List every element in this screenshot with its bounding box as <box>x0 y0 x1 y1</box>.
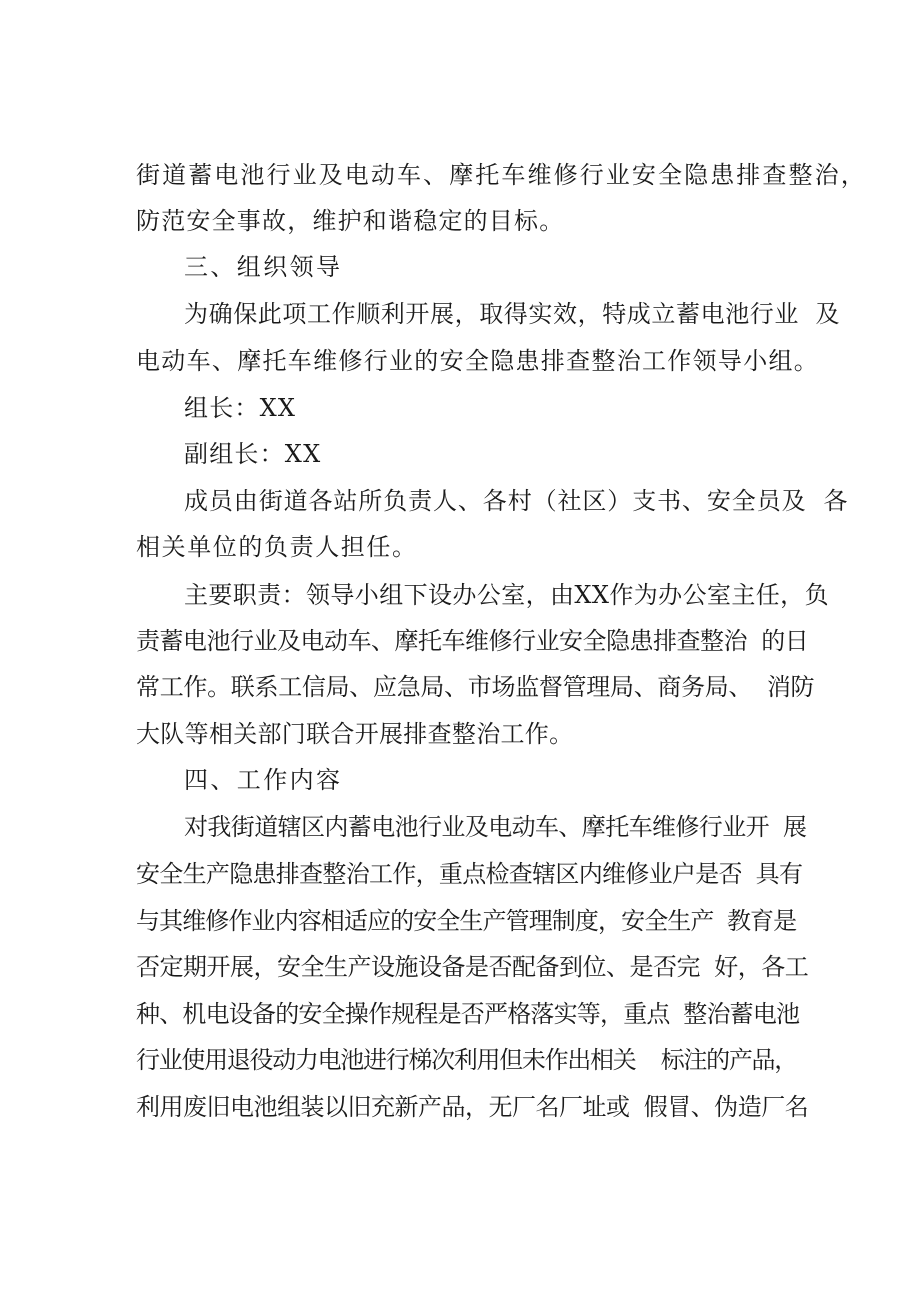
text-line: 责蓄电池行业及电动车、摩托车维修行业安全隐患排查整治 的日 <box>136 627 809 655</box>
text-line: 电动车、摩托车维修行业的安全隐患排查整治工作领导小组。 <box>136 347 820 375</box>
text-line: 防范安全事故，维护和谐稳定的目标。 <box>136 207 565 235</box>
text-line: 常工作。联系工信局、应急局、市场监督管理局、商务局、 消防 <box>136 673 815 701</box>
text-line: 为确保此项工作顺利开展，取得实效，特成立蓄电池行业 及 <box>184 300 841 328</box>
text-line: 利用废旧电池组装以旧充新产品，无厂名厂址或 假冒、伪造厂名 <box>136 1093 809 1121</box>
text-line: 组长：XX <box>184 394 297 422</box>
text-line: 对我街道辖区内蓄电池行业及电动车、摩托车维修行业开 展 <box>184 813 807 841</box>
text-line: 街道蓄电池行业及电动车、摩托车维修行业安全隐患排查整治， <box>136 161 867 189</box>
text-line: 副组长：XX <box>184 440 322 468</box>
text-line: 否定期开展，安全生产设施设备是否配备到位、是否完 好，各工 <box>136 953 809 981</box>
text-line: 安全生产隐患排查整治工作，重点检查辖区内维修业户是否 具有 <box>136 860 803 888</box>
section-heading: 三、组织领导 <box>184 253 343 281</box>
text-line: 主要职责：领导小组下设办公室，由XX作为办公室主任，负 <box>184 581 829 609</box>
text-line: 行业使用退役动力电池进行梯次利用但未作出相关 标注的产品， <box>136 1046 797 1074</box>
text-line: 成员由街道各站所负责人、各村（社区）支书、安全员及 各 <box>184 487 849 515</box>
section-heading: 四、工作内容 <box>184 766 343 794</box>
text-line: 与其维修作业内容相适应的安全生产管理制度，安全生产 教育是 <box>136 907 797 935</box>
text-line: 相关单位的负责人担任。 <box>136 533 418 561</box>
text-line: 大队等相关部门联合开展排查整治工作。 <box>136 720 574 748</box>
text-line: 种、机电设备的安全操作规程是否严格落实等，重点 整治蓄电池 <box>136 1000 800 1028</box>
